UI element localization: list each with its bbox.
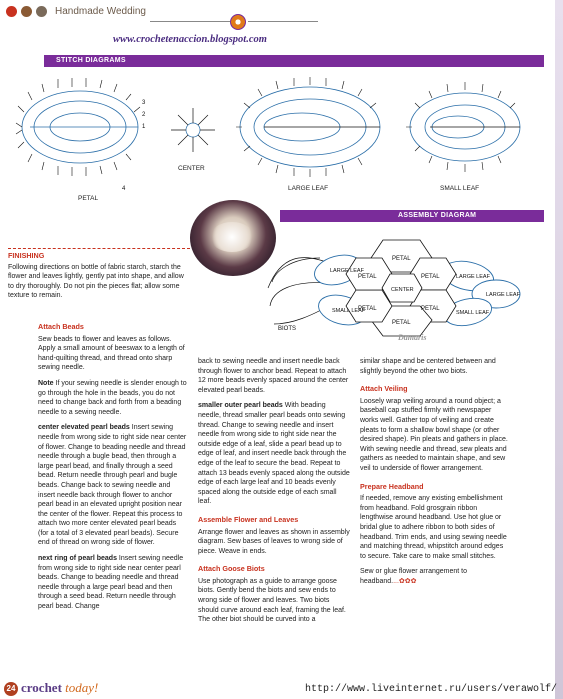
petal-round-1: 1 <box>142 124 146 130</box>
assembly-diagram-band: ASSEMBLY DIAGRAM <box>398 212 477 219</box>
blog-url[interactable]: www.crochetenaccion.blogspot.com <box>113 34 267 45</box>
headband-heading: Prepare Headband <box>360 481 424 491</box>
assembly-label-biots: BIOTS <box>278 326 297 332</box>
stitch-diagrams-band: STITCH DIAGRAMS <box>44 55 156 67</box>
designer-signature: Damaris <box>398 333 427 340</box>
brand-crochet: crochet <box>21 680 62 695</box>
section-title: Handmade Wedding <box>55 6 146 17</box>
petal-diagram <box>16 78 140 176</box>
veiling-heading: Attach Veiling <box>360 384 408 394</box>
col3-intro: similar shape and be centered between and slightly beyond the other two biots. <box>360 358 496 375</box>
petal-round-2: 2 <box>142 112 146 118</box>
column-3 <box>360 357 510 592</box>
assembly-label-petal: PETAL <box>421 306 440 312</box>
center-label: CENTER <box>178 165 205 172</box>
veiling-text: Loosely wrap veiling around a round object; a baseball cap stuffed firmly with newspaper works well. Gather top of veiling and create pleats to form a shallow bowl shape (or other desired shape). Pin pleats and gathers in place. With sewing needle and thread, sew pleats and gathers as needed to maintain shape, and sew veil to underside of flower arrangement. <box>360 397 508 472</box>
assemble-text: Arrange flower and leaves as shown in assembly diagram. Sew bases of leaves to wrong side of piece. Weave in ends. <box>198 528 350 555</box>
note-text: If your sewing needle is slender enough to go through the hole in the beads, you do not need to change back and forth from a beading needle to a sewing needle. <box>38 379 187 416</box>
petal-round-3: 3 <box>142 100 146 106</box>
attach-beads-intro: Sew beads to flower and leaves as follows. Apply a small amount of beeswax to a length of hand-quilting thread, and thread onto sharp sewing needle. <box>38 335 185 372</box>
small-leaf-label: SMALL LEAF <box>440 185 480 192</box>
outer-beads-label: smaller outer pearl beads <box>198 402 283 410</box>
large-leaf-diagram <box>236 77 380 177</box>
assemble-heading: Assemble Flower and Leaves <box>198 514 299 524</box>
assembly-label-large-leaf: LARGE LEAF <box>486 292 520 298</box>
center-beads-paragraph <box>38 423 188 548</box>
assembly-label-petal: PETAL <box>358 274 377 280</box>
assembly-label-petal: PETAL <box>421 274 440 280</box>
flower-ornament-icon <box>230 14 246 30</box>
page-number: 24 <box>4 682 18 696</box>
next-ring-text: Insert sewing needle from wrong side to right side near center pearl beads. Change to beading needle and thread needle through a large pearl bead and then through a seed bead. Return needle through pearl bead. Change <box>38 555 184 611</box>
decorative-dot <box>6 6 17 17</box>
page-footer <box>4 680 98 696</box>
petal-round-4: 4 <box>122 186 126 192</box>
center-beads-text: Insert sewing needle from wrong side to right side near center of flower. Change to beading needle and thread needle through a bugle bead, then through a large pearl bead, and finally through a seed bead. Return needle through pearl and bugle beads. Change back to sewing needle and insert needle back through flower to anchor pearl bead in an elevated upright position near the center of the flower. Repeat this process to attach two more center elevated pearl beads (for a total of 3 elevated pearl beads). Secure end of thread on wrong side of flower. <box>38 424 187 547</box>
finishing-heading: FINISHING <box>8 251 45 260</box>
finishing-section <box>8 248 190 307</box>
goose-biots-text: Use photograph as a guide to arrange goose biots. Gently bend the biots and sew ends to wrong side of flower and leaves. Two biots should curve around each leaf, framing the leaf. The other biot should be curved into a <box>198 577 346 624</box>
assembly-diagram <box>260 228 550 340</box>
next-ring-label: next ring of pearl beads <box>38 555 117 563</box>
watermark-url[interactable]: http://www.liveinternet.ru/users/verawolf/ <box>305 684 558 695</box>
outer-beads-paragraph <box>198 401 350 507</box>
assembly-label-small-leaf: SMALL LEAF <box>332 308 366 314</box>
brand-today: today! <box>65 680 99 695</box>
assembly-label-large-leaf: LARGE LEAF <box>456 274 490 280</box>
closing-dots: ...✿✿✿ <box>393 577 417 585</box>
header-rule <box>248 21 318 22</box>
assembly-label-petal: PETAL <box>358 306 377 312</box>
center-beads-label: center elevated pearl beads <box>38 424 130 432</box>
closing-paragraph <box>360 567 510 586</box>
column-2 <box>198 357 350 631</box>
assembly-label-petal: PETAL <box>392 320 411 326</box>
outer-beads-text: With beading needle, thread smaller pearl beads onto sewing thread. Change to sewing needle and insert needle from wrong side to right side near the outside edge of a leaf, slide a pearl bead up to edge of leaf, and insert needle back through the edge of the leaf to secure the bead. Repeat to attach 13 beads evenly spaced along the outside edge of each large leaf and 10 beads evenly spaced along the outside edge of each small leaf. <box>198 402 350 506</box>
assembly-label-petal: PETAL <box>392 256 411 262</box>
center-diagram <box>171 108 215 152</box>
flower-highlight <box>210 222 254 252</box>
small-leaf-diagram <box>406 82 520 172</box>
assembly-label-large-leaf: LARGE LEAF <box>330 268 364 274</box>
goose-biots-heading: Attach Goose Biots <box>198 564 265 574</box>
attach-beads-heading: Attach Beads <box>38 322 84 331</box>
note-label: Note <box>38 379 54 387</box>
page-edge-bar <box>555 0 563 699</box>
large-leaf-label: LARGE LEAF <box>288 185 329 192</box>
next-ring-paragraph <box>38 554 188 612</box>
note-paragraph <box>38 379 188 417</box>
headband-text: If needed, remove any existing embellishment from headband. Fold grosgrain ribbon lengthwise around headband. Use hot glue or bridal glue to adhere ribbon to both sides of headband. Trim ends, and using sewing needle and matching thread, whipstitch around edges to secure. Take care to make small stitches. <box>360 495 507 560</box>
column-1 <box>38 322 188 618</box>
assembly-label-center: CENTER <box>391 287 414 293</box>
header-rule <box>150 21 230 22</box>
decorative-dot <box>36 6 47 17</box>
closing-text: Sew or glue flower arrangement to headband. <box>360 568 467 585</box>
stitch-diagrams <box>10 72 550 207</box>
page-header <box>6 6 146 17</box>
decorative-dot <box>21 6 32 17</box>
finishing-text: Following directions on bottle of fabric starch, starch the flower and leaves lightly, gently pat into shape, and allow to dry thoroughly. Do not pin the pieces flat; allow some texture to remain. <box>8 263 184 300</box>
col2-intro: back to sewing needle and insert needle back through flower to anchor bead. Repeat to attach 12 more beads evenly spaced around the center elevated pearl beads. <box>198 358 349 394</box>
petal-label: PETAL <box>78 195 99 202</box>
band-extension <box>146 55 544 67</box>
assembly-label-small-leaf: SMALL LEAF <box>456 310 490 316</box>
